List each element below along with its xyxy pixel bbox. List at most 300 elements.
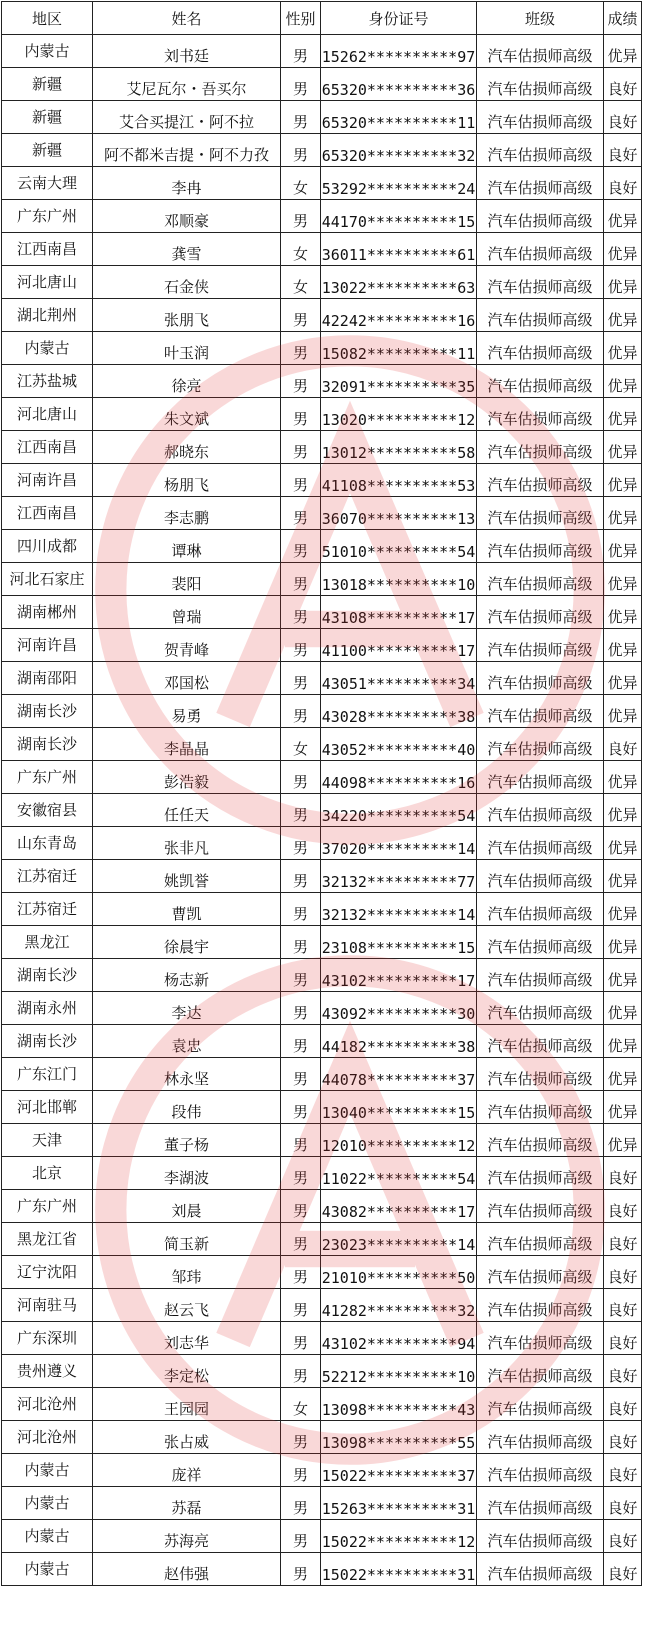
grade-cell: 优异 [604,1124,642,1157]
table-row [2,926,642,959]
grade-cell: 优异 [604,266,642,299]
class-cell: 汽车估损师高级 [477,332,604,365]
class-cell: 汽车估损师高级 [477,662,604,695]
class-cell: 汽车估损师高级 [477,1091,604,1124]
id-number-cell: 15082**********11 [321,332,477,365]
table-row [2,200,642,233]
grade-cell: 优异 [604,497,642,530]
name-cell: 彭浩毅 [93,761,281,794]
name-cell: 叶玉润 [93,332,281,365]
region-cell: 湖南长沙 [2,728,93,761]
id-number-cell: 41282**********32 [321,1289,477,1322]
grade-cell: 优异 [604,530,642,563]
region-cell: 湖南永州 [2,992,93,1025]
region-cell: 广东深圳 [2,1322,93,1355]
name-cell: 庞祥 [93,1454,281,1487]
table-row [2,464,642,497]
name-cell: 邓国松 [93,662,281,695]
region-cell: 黑龙江 [2,926,93,959]
gender-cell: 男 [281,530,321,563]
name-cell: 石金侠 [93,266,281,299]
table-row [2,1487,642,1520]
class-cell: 汽车估损师高级 [477,695,604,728]
region-cell: 新疆 [2,101,93,134]
table-row [2,893,642,926]
id-number-cell: 41108**********53 [321,464,477,497]
region-cell: 广东江门 [2,1058,93,1091]
grade-cell: 优异 [604,464,642,497]
name-cell: 袁忠 [93,1025,281,1058]
table-row [2,1058,642,1091]
grade-cell: 良好 [604,1520,642,1553]
id-number-cell: 13098**********43 [321,1388,477,1421]
class-cell: 汽车估损师高级 [477,464,604,497]
region-cell: 湖南长沙 [2,959,93,992]
gender-cell: 女 [281,266,321,299]
name-cell: 曹凯 [93,893,281,926]
name-cell: 任任天 [93,794,281,827]
region-cell: 河北唐山 [2,398,93,431]
class-cell: 汽车估损师高级 [477,926,604,959]
gender-cell: 男 [281,101,321,134]
table-row [2,1520,642,1553]
gender-cell: 男 [281,959,321,992]
class-cell: 汽车估损师高级 [477,1553,604,1586]
gender-cell: 男 [281,68,321,101]
name-cell: 裴阳 [93,563,281,596]
table-row [2,1553,642,1586]
gender-cell: 男 [281,1223,321,1256]
grade-cell: 良好 [604,101,642,134]
class-cell: 汽车估损师高级 [477,1223,604,1256]
id-number-cell: 13022**********63 [321,266,477,299]
name-cell: 阿不都米吉提・阿不力孜 [93,134,281,167]
grade-cell: 良好 [604,1256,642,1289]
name-cell: 贺青峰 [93,629,281,662]
region-cell: 河北沧州 [2,1421,93,1454]
gender-cell: 男 [281,1190,321,1223]
gender-cell: 男 [281,1355,321,1388]
grade-cell: 良好 [604,1355,642,1388]
name-cell: 徐晨宇 [93,926,281,959]
region-cell: 河南许昌 [2,629,93,662]
region-cell: 内蒙古 [2,1553,93,1586]
region-cell: 内蒙古 [2,332,93,365]
name-cell: 刘书廷 [93,35,281,68]
name-cell: 易勇 [93,695,281,728]
gender-cell: 男 [281,1289,321,1322]
class-cell: 汽车估损师高级 [477,167,604,200]
table-row [2,431,642,464]
id-number-cell: 43108**********17 [321,596,477,629]
header-class: 班级 [477,2,604,35]
region-cell: 河北石家庄 [2,563,93,596]
table-header-row [2,2,642,35]
id-number-cell: 34220**********54 [321,794,477,827]
table-row [2,35,642,68]
grade-cell: 良好 [604,134,642,167]
name-cell: 邹玮 [93,1256,281,1289]
gender-cell: 男 [281,1256,321,1289]
grade-cell: 优异 [604,299,642,332]
name-cell: 王园园 [93,1388,281,1421]
grade-cell: 良好 [604,1487,642,1520]
grade-cell: 优异 [604,992,642,1025]
grade-cell: 优异 [604,431,642,464]
id-number-cell: 32091**********35 [321,365,477,398]
gender-cell: 男 [281,1322,321,1355]
table-row [2,1289,642,1322]
class-cell: 汽车估损师高级 [477,1157,604,1190]
gender-cell: 男 [281,860,321,893]
gender-cell: 男 [281,1454,321,1487]
gender-cell: 男 [281,563,321,596]
gender-cell: 男 [281,398,321,431]
class-cell: 汽车估损师高级 [477,761,604,794]
gender-cell: 男 [281,695,321,728]
id-number-cell: 65320**********36 [321,68,477,101]
id-number-cell: 23023**********14 [321,1223,477,1256]
id-number-cell: 15263**********31 [321,1487,477,1520]
class-cell: 汽车估损师高级 [477,596,604,629]
grade-cell: 良好 [604,1388,642,1421]
region-cell: 江西南昌 [2,497,93,530]
grade-cell: 良好 [604,68,642,101]
name-cell: 杨志新 [93,959,281,992]
name-cell: 曾瑞 [93,596,281,629]
class-cell: 汽车估损师高级 [477,1388,604,1421]
id-number-cell: 51010**********54 [321,530,477,563]
class-cell: 汽车估损师高级 [477,827,604,860]
region-cell: 广东广州 [2,1190,93,1223]
class-cell: 汽车估损师高级 [477,530,604,563]
table-row [2,1322,642,1355]
name-cell: 徐亮 [93,365,281,398]
id-number-cell: 44170**********15 [321,200,477,233]
gender-cell: 女 [281,728,321,761]
gender-cell: 男 [281,464,321,497]
name-cell: 李湖波 [93,1157,281,1190]
region-cell: 贵州遵义 [2,1355,93,1388]
table-row [2,1223,642,1256]
header-name: 姓名 [93,2,281,35]
table-row [2,1388,642,1421]
id-number-cell: 43092**********30 [321,992,477,1025]
name-cell: 李志鹏 [93,497,281,530]
name-cell: 李达 [93,992,281,1025]
gender-cell: 男 [281,926,321,959]
region-cell: 河南许昌 [2,464,93,497]
region-cell: 山东青岛 [2,827,93,860]
id-number-cell: 13098**********55 [321,1421,477,1454]
table-row [2,1025,642,1058]
id-number-cell: 15022**********37 [321,1454,477,1487]
table-row [2,1091,642,1124]
grade-cell: 优异 [604,1091,642,1124]
id-number-cell: 37020**********14 [321,827,477,860]
class-cell: 汽车估损师高级 [477,893,604,926]
region-cell: 江苏盐城 [2,365,93,398]
class-cell: 汽车估损师高级 [477,794,604,827]
id-number-cell: 53292**********24 [321,167,477,200]
id-number-cell: 36011**********61 [321,233,477,266]
name-cell: 艾尼瓦尔・吾买尔 [93,68,281,101]
table-row [2,860,642,893]
grade-cell: 优异 [604,233,642,266]
class-cell: 汽车估损师高级 [477,1355,604,1388]
table-row [2,497,642,530]
name-cell: 苏海亮 [93,1520,281,1553]
table-row [2,134,642,167]
region-cell: 湖南长沙 [2,695,93,728]
class-cell: 汽车估损师高级 [477,1454,604,1487]
region-cell: 湖南邵阳 [2,662,93,695]
grade-cell: 优异 [604,860,642,893]
class-cell: 汽车估损师高级 [477,992,604,1025]
grade-cell: 优异 [604,959,642,992]
header-id: 身份证号 [321,2,477,35]
region-cell: 江苏宿迁 [2,860,93,893]
table-row [2,365,642,398]
grade-cell: 良好 [604,1322,642,1355]
gender-cell: 男 [281,761,321,794]
id-number-cell: 43102**********17 [321,959,477,992]
name-cell: 艾合买提江・阿不拉 [93,101,281,134]
id-number-cell: 43102**********94 [321,1322,477,1355]
region-cell: 内蒙古 [2,1487,93,1520]
grade-cell: 优异 [604,893,642,926]
grade-cell: 优异 [604,332,642,365]
gender-cell: 男 [281,35,321,68]
class-cell: 汽车估损师高级 [477,299,604,332]
grade-cell: 良好 [604,1421,642,1454]
gender-cell: 男 [281,1421,321,1454]
name-cell: 张非凡 [93,827,281,860]
class-cell: 汽车估损师高级 [477,1124,604,1157]
id-number-cell: 11022**********54 [321,1157,477,1190]
name-cell: 赵伟强 [93,1553,281,1586]
region-cell: 广东广州 [2,200,93,233]
name-cell: 李冉 [93,167,281,200]
id-number-cell: 23108**********15 [321,926,477,959]
name-cell: 林永坚 [93,1058,281,1091]
region-cell: 湖南长沙 [2,1025,93,1058]
id-number-cell: 12010**********12 [321,1124,477,1157]
table-row [2,563,642,596]
id-number-cell: 43051**********34 [321,662,477,695]
name-cell: 简玉新 [93,1223,281,1256]
gender-cell: 男 [281,992,321,1025]
table-row [2,299,642,332]
id-number-cell: 43028**********38 [321,695,477,728]
name-cell: 苏磊 [93,1487,281,1520]
class-cell: 汽车估损师高级 [477,200,604,233]
name-cell: 郝晓东 [93,431,281,464]
class-cell: 汽车估损师高级 [477,431,604,464]
grade-cell: 优异 [604,1058,642,1091]
table-row [2,596,642,629]
class-cell: 汽车估损师高级 [477,959,604,992]
gender-cell: 男 [281,629,321,662]
class-cell: 汽车估损师高级 [477,233,604,266]
id-number-cell: 13012**********58 [321,431,477,464]
gender-cell: 女 [281,167,321,200]
region-cell: 江苏宿迁 [2,893,93,926]
name-cell: 姚凯誉 [93,860,281,893]
table-row [2,761,642,794]
gender-cell: 男 [281,596,321,629]
grade-cell: 良好 [604,1190,642,1223]
gender-cell: 男 [281,827,321,860]
region-cell: 辽宁沈阳 [2,1256,93,1289]
gender-cell: 男 [281,365,321,398]
grade-cell: 优异 [604,596,642,629]
grade-cell: 优异 [604,629,642,662]
id-number-cell: 32132**********77 [321,860,477,893]
grade-cell: 优异 [604,1025,642,1058]
gender-cell: 男 [281,1124,321,1157]
gender-cell: 男 [281,1091,321,1124]
gender-cell: 男 [281,497,321,530]
gender-cell: 男 [281,1058,321,1091]
table-row [2,167,642,200]
table-row [2,1124,642,1157]
gender-cell: 男 [281,1520,321,1553]
id-number-cell: 44078**********37 [321,1058,477,1091]
grade-cell: 良好 [604,1454,642,1487]
grade-cell: 优异 [604,365,642,398]
grade-cell: 优异 [604,761,642,794]
class-cell: 汽车估损师高级 [477,728,604,761]
class-cell: 汽车估损师高级 [477,1058,604,1091]
region-cell: 北京 [2,1157,93,1190]
region-cell: 新疆 [2,68,93,101]
table-row [2,695,642,728]
name-cell: 邓顺豪 [93,200,281,233]
table-row [2,1355,642,1388]
grade-cell: 优异 [604,563,642,596]
gender-cell: 女 [281,233,321,266]
grade-cell: 良好 [604,167,642,200]
table-row [2,794,642,827]
table-row [2,1454,642,1487]
gender-cell: 男 [281,134,321,167]
table-row [2,68,642,101]
class-cell: 汽车估损师高级 [477,497,604,530]
grade-cell: 优异 [604,200,642,233]
gender-cell: 男 [281,299,321,332]
id-number-cell: 52212**********10 [321,1355,477,1388]
table-row [2,1256,642,1289]
region-cell: 天津 [2,1124,93,1157]
gender-cell: 男 [281,893,321,926]
id-number-cell: 44182**********38 [321,1025,477,1058]
class-cell: 汽车估损师高级 [477,1322,604,1355]
name-cell: 张占威 [93,1421,281,1454]
results-table [1,1,642,1586]
class-cell: 汽车估损师高级 [477,1256,604,1289]
table-row [2,398,642,431]
region-cell: 广东广州 [2,761,93,794]
region-cell: 新疆 [2,134,93,167]
id-number-cell: 13020**********12 [321,398,477,431]
grade-cell: 优异 [604,926,642,959]
name-cell: 刘志华 [93,1322,281,1355]
gender-cell: 男 [281,1553,321,1586]
table-row [2,629,642,662]
id-number-cell: 36070**********13 [321,497,477,530]
id-number-cell: 44098**********16 [321,761,477,794]
id-number-cell: 15262**********97 [321,35,477,68]
class-cell: 汽车估损师高级 [477,629,604,662]
grade-cell: 良好 [604,1553,642,1586]
id-number-cell: 13018**********10 [321,563,477,596]
table-row [2,827,642,860]
grade-cell: 良好 [604,1223,642,1256]
region-cell: 湖北荆州 [2,299,93,332]
grade-cell: 优异 [604,662,642,695]
table-row [2,662,642,695]
id-number-cell: 21010**********50 [321,1256,477,1289]
table-row [2,959,642,992]
name-cell: 杨朋飞 [93,464,281,497]
id-number-cell: 65320**********32 [321,134,477,167]
class-cell: 汽车估损师高级 [477,1025,604,1058]
gender-cell: 男 [281,431,321,464]
class-cell: 汽车估损师高级 [477,365,604,398]
gender-cell: 女 [281,1388,321,1421]
id-number-cell: 43052**********40 [321,728,477,761]
table-row [2,1157,642,1190]
gender-cell: 男 [281,662,321,695]
gender-cell: 男 [281,1487,321,1520]
name-cell: 刘晨 [93,1190,281,1223]
class-cell: 汽车估损师高级 [477,398,604,431]
grade-cell: 良好 [604,728,642,761]
id-number-cell: 65320**********11 [321,101,477,134]
grade-cell: 良好 [604,1289,642,1322]
table-row [2,1421,642,1454]
table-row [2,101,642,134]
name-cell: 董子杨 [93,1124,281,1157]
region-cell: 河北唐山 [2,266,93,299]
name-cell: 张朋飞 [93,299,281,332]
name-cell: 李定松 [93,1355,281,1388]
class-cell: 汽车估损师高级 [477,1487,604,1520]
gender-cell: 男 [281,332,321,365]
class-cell: 汽车估损师高级 [477,1421,604,1454]
region-cell: 内蒙古 [2,1454,93,1487]
class-cell: 汽车估损师高级 [477,860,604,893]
grade-cell: 良好 [604,1157,642,1190]
class-cell: 汽车估损师高级 [477,563,604,596]
grade-cell: 优异 [604,398,642,431]
table-row [2,332,642,365]
class-cell: 汽车估损师高级 [477,1190,604,1223]
table-row [2,992,642,1025]
table-row [2,233,642,266]
region-cell: 内蒙古 [2,1520,93,1553]
table-row [2,728,642,761]
grade-cell: 优异 [604,827,642,860]
header-gender: 性别 [281,2,321,35]
gender-cell: 男 [281,1025,321,1058]
table-row [2,1190,642,1223]
header-region: 地区 [2,2,93,35]
id-number-cell: 13040**********15 [321,1091,477,1124]
grade-cell: 优异 [604,794,642,827]
region-cell: 湖南郴州 [2,596,93,629]
